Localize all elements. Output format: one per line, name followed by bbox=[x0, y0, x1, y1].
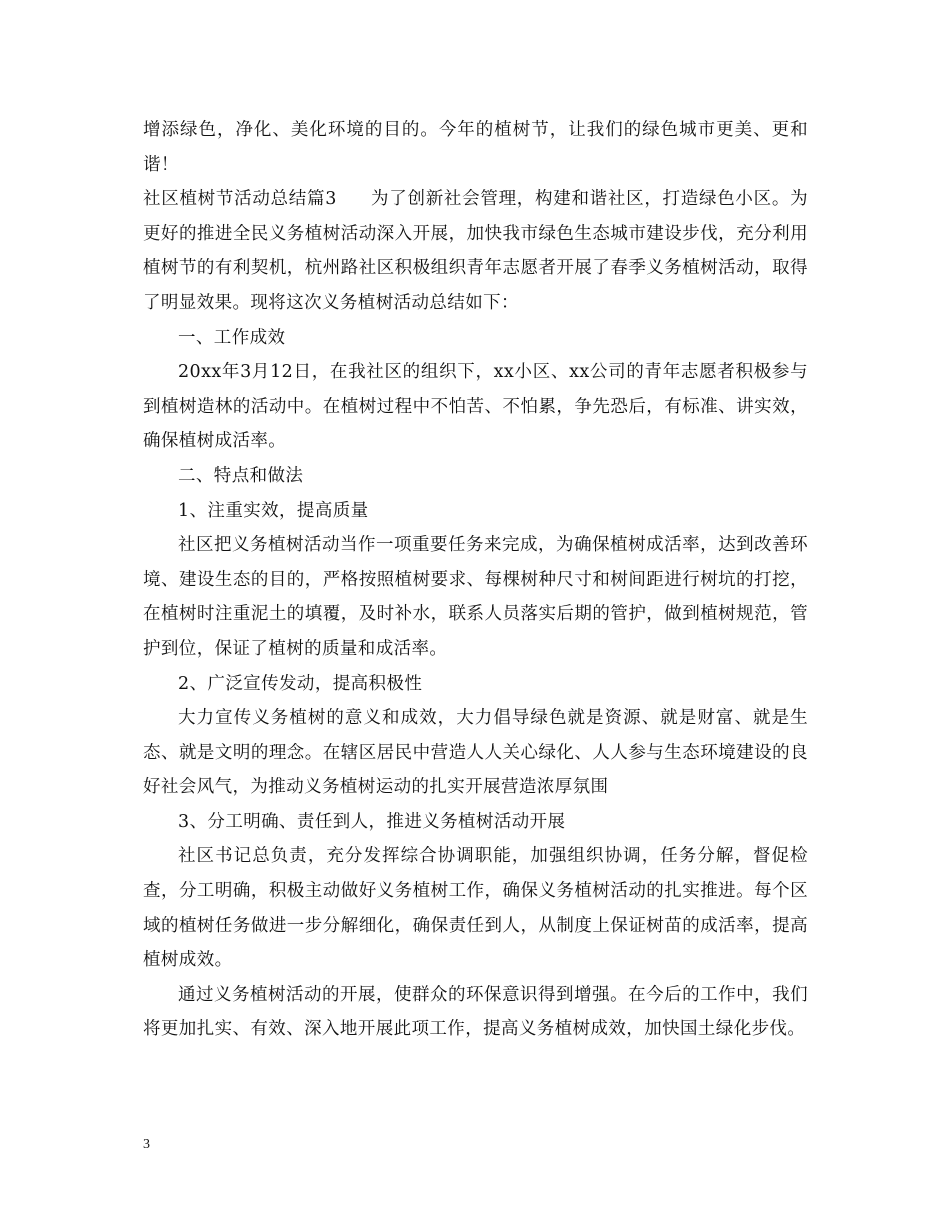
section-title: 社区植树节活动总结篇3 bbox=[143, 189, 337, 210]
heading-work-results: 一、工作成效 bbox=[178, 327, 286, 348]
paragraph-section-title bbox=[143, 182, 808, 320]
paragraph-quality: 社区把义务植树活动当作一项重要任务来完成，为确保植树成活率，达到改善环境、建设生态的目的，严格按照植树要求、每棵树种尺寸和树间距进行树坑的打挖，在植树时注重泥土的填覆，及时补水，联系人员落实后期的管护，做到植树规范，管护到位，保证了植树的质量和成活率。 bbox=[143, 535, 808, 659]
paragraph-intro-ending: 增添绿色，净化、美化环境的目的。今年的植树节，让我们的绿色城市更美、更和谐！ bbox=[143, 120, 808, 175]
document-body bbox=[143, 113, 808, 1047]
paragraph-work-results: 20xx年3月12日，在我社区的组织下，xx小区、xx公司的青年志愿者积极参与到植树造林的活动中。在植树过程中不怕苦、不怕累，争先恐后，有标准、讲实效，确保植树成活率。 bbox=[143, 362, 808, 452]
page-number: 3 bbox=[143, 1137, 150, 1152]
heading-features-methods: 二、特点和做法 bbox=[178, 465, 304, 486]
subheading-publicity: 2、广泛宣传发动，提高积极性 bbox=[178, 673, 423, 694]
subheading-quality: 1、注重实效，提高质量 bbox=[178, 500, 369, 521]
section-intro-text: 为了创新社会管理，构建和谐社区，打造绿色小区。为更好的推进全民义务植树活动深入开展，加快我市绿色生态城市建设步伐，充分利用植树节的有利契机，杭州路社区积极组织青年志愿者开展了春季义务植树活动，取得了明显效果。现将这次义务植树活动总结如下： bbox=[143, 189, 808, 313]
paragraph-conclusion: 通过义务植树活动的开展，使群众的环保意识得到增强。在今后的工作中，我们将更加扎实、有效、深入地开展此项工作，提高义务植树成效，加快国土绿化步伐。 bbox=[143, 984, 808, 1040]
paragraph-publicity: 大力宣传义务植树的意义和成效，大力倡导绿色就是资源、就是财富、就是生态、就是文明的理念。在辖区居民中营造人人关心绿化、人人参与生态环境建设的良好社会风气，为推动义务植树运动的扎实开展营造浓厚氛围 bbox=[143, 708, 808, 798]
subheading-responsibility: 3、分工明确、责任到人，推进义务植树活动开展 bbox=[178, 811, 566, 832]
paragraph-responsibility: 社区书记总负责，充分发挥综合协调职能，加强组织协调，任务分解，督促检查，分工明确，积极主动做好义务植树工作，确保义务植树活动的扎实推进。每个区域的植树任务做进一步分解细化，确保责任到人，从制度上保证树苗的成活率，提高植树成效。 bbox=[143, 846, 808, 971]
